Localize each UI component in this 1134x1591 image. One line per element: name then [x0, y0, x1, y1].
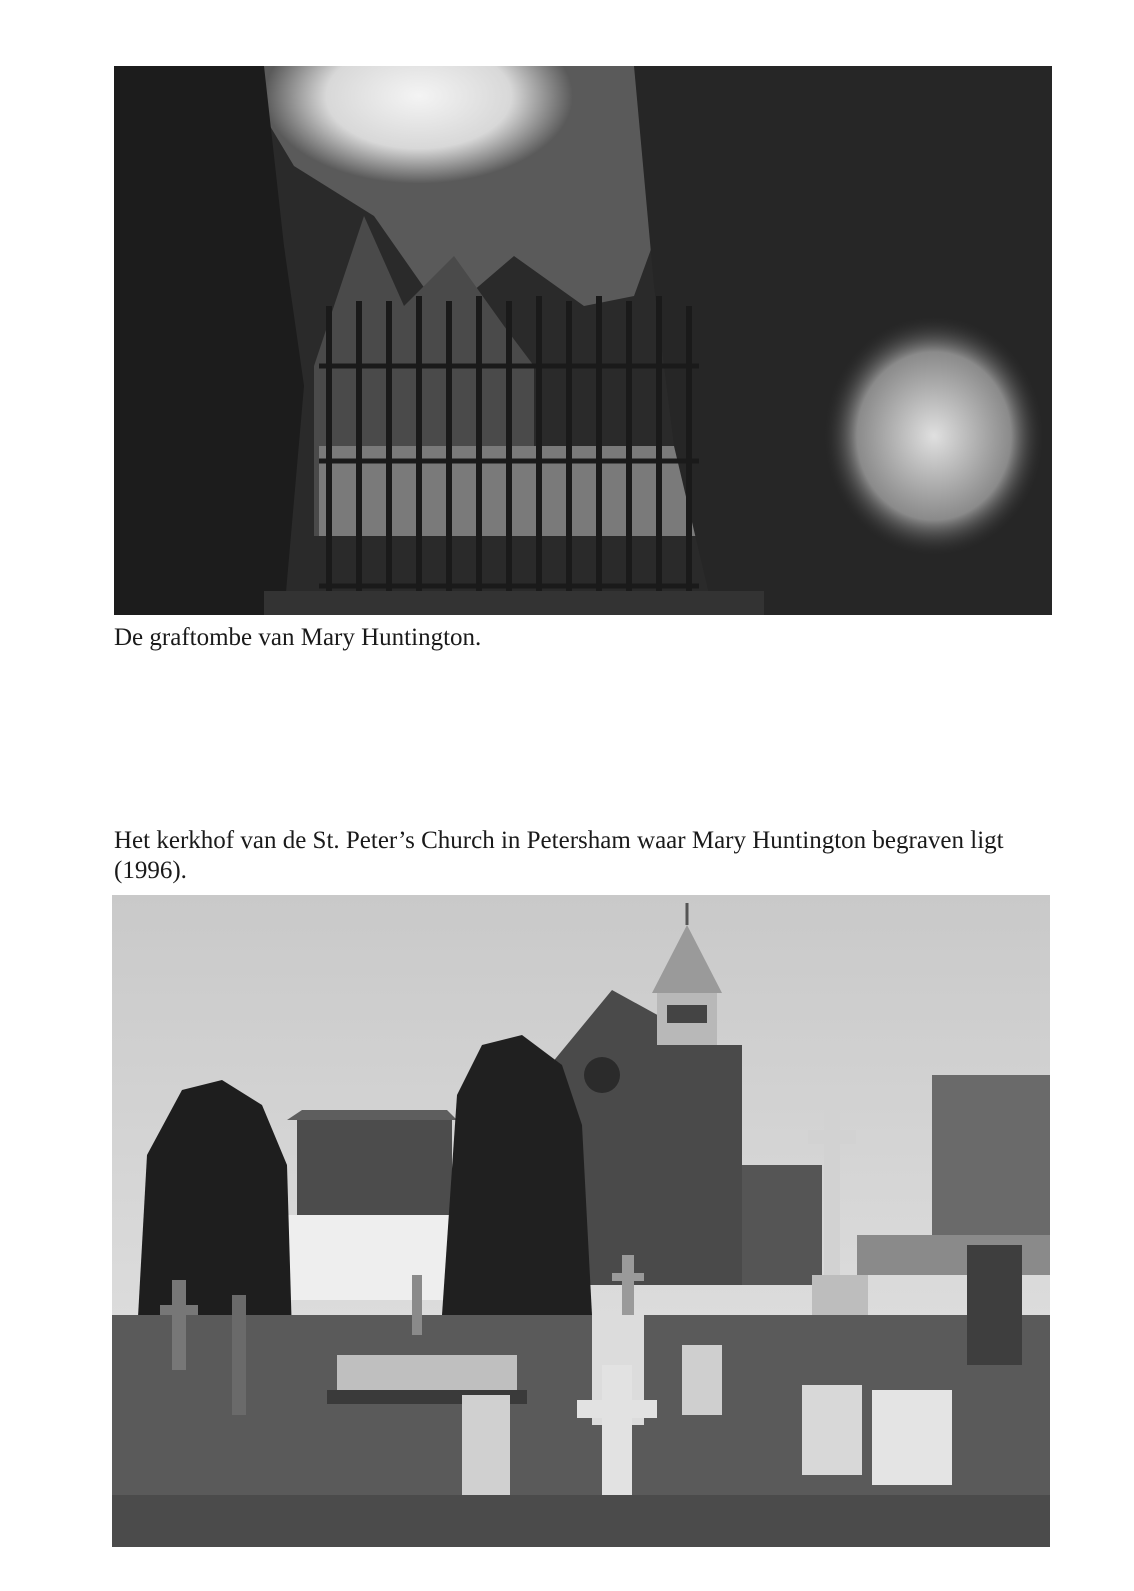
tomb-photo-image: [114, 66, 1052, 615]
tomb-photo-caption: De graftombe van Mary Huntington.: [114, 624, 482, 651]
churchyard-photo-caption: Het kerkhof van de St. Peter’s Church in Petersham waar Mary Huntington begraven ligt (1996).: [114, 827, 1004, 884]
churchyard-photo-image: [112, 895, 1050, 1547]
churchyard-photo: [112, 895, 1050, 1547]
tomb-photo: [114, 66, 1052, 615]
